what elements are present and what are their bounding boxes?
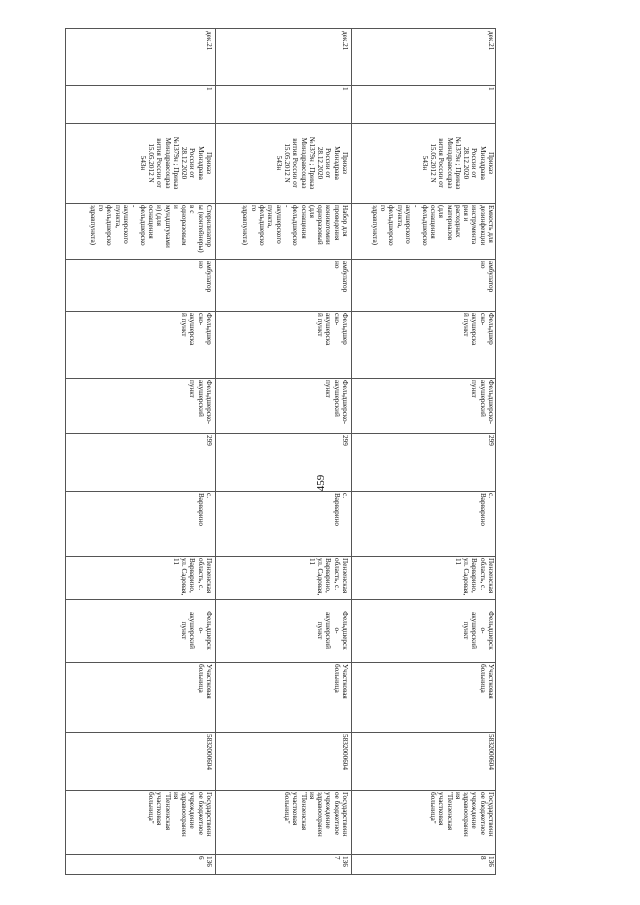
column-divider [66,433,495,434]
cell-index: 136 7 [332,856,349,867]
cell-subunit: Участковая больница [478,664,495,699]
column-divider [66,732,495,733]
cell-institution: Государственн ое бюджетное учреждение здравоохранен ия "Пензенская участковая больница" [146,792,213,837]
cell-index: 136 8 [478,856,495,867]
column-divider [66,378,495,379]
cell-address: Пензенская область, с. Варварино, ул. Садовая, 11 [453,558,495,596]
cell-code: 5832000604 [205,734,213,770]
cell-deadline: дек.21 [341,31,349,51]
column-divider [66,662,495,663]
cell-number: 299 [205,435,213,446]
column-divider [66,556,495,557]
cell-care-form: амбулатор но [332,261,349,293]
column-divider [66,599,495,600]
cell-institution: Государственн ое бюджетное учреждение здравоохранен ия "Пензенская участковая больница" [428,792,495,837]
cell-quantity: 1 [341,87,349,91]
cell-settlement: с. Варварино [478,493,495,526]
column-divider [66,123,495,124]
column-divider [66,85,495,86]
cell-index: 136 6 [196,856,213,867]
cell-code: 5832000604 [341,734,349,770]
cell-quantity: 1 [205,87,213,91]
document-table [65,28,496,875]
column-divider [66,790,495,791]
cell-branch: Фельдшерск о- акушерский пункт [316,611,349,650]
cell-deadline: дек.21 [205,31,213,51]
cell-deadline: дек.21 [487,31,495,51]
cell-branch: Фельдшерск о- акушерский пункт [180,611,213,650]
cell-regulation: Приказ Минздрава России от 28.12.2020 №1379н ; Приказ Минздравсоцраз вития России от 15.05.2012 N 543н [420,136,495,190]
cell-subunit: Участковая больница [332,664,349,699]
cell-code: 5832000604 [487,734,495,770]
cell-facility-type: Фельдшерско- акушерский пункт [324,380,349,425]
column-divider [66,311,495,312]
cell-regulation: Приказ Минздрава России от 28.12.2020 №1379н ; Приказ Минздравсоцраз вития России от 15.05.2012 N 543н [138,136,213,190]
cell-address: Пензенская область, с. Варварино, ул. Садовая, 11 [307,558,349,596]
cell-settlement: с. Варварино [196,493,213,526]
cell-facility-type: Фельдшерско- акушерский пункт [470,380,495,425]
page-number: 459 [315,474,327,492]
cell-branch: Фельдшерск о- акушерский пункт [462,611,495,650]
cell-care-form: амбулатор но [196,261,213,293]
cell-equipment: Емкость для дезинфекции инструмента рия и расходных материалов (для оснащения фельдшерско - акушерского пункта, фельдшерско го здравпункта) [370,205,495,246]
column-divider [66,259,495,260]
cell-number: 299 [487,435,495,446]
cell-quantity: 1 [487,87,495,91]
cell-equipment: Набор для проведения коникотомии одноразовый (для оснащения фельдшерско - акушерского пункта, фельдшерско го здравпункта) [241,205,349,246]
column-divider [66,854,495,855]
cell-institution: Государственн ое бюджетное учреждение здравоохранен ия "Пензенская участковая больница" [282,792,349,837]
cell-facility-type: Фельдшерско- акушерский пункт [188,380,213,425]
column-divider [66,203,495,204]
cell-settlement: с. Варварино [332,493,349,526]
cell-equipment: Стерилизатор ы (контейнеры) в с одноразовым и мундштуками и) (для оснащения фельдшерско - акушерского пункта, фельдшерско го здравпункта) [88,205,213,253]
cell-division: Фельдшер ско- акушерска й пункт [180,313,213,346]
cell-division: Фельдшер ско- акушерска й пункт [316,313,349,346]
cell-number: 299 [341,435,349,446]
cell-regulation: Приказ Минздрава России от 28.12.2020 №1379н ; Приказ Минздравсоцраз вития России от 15.05.2012 N 543н [274,136,349,190]
cell-address: Пензенская область, с. Варварино, ул. Садовая, 11 [171,558,213,596]
cell-division: Фельдшер ско- акушерска й пункт [462,313,495,346]
cell-subunit: Участковая больница [196,664,213,699]
row-divider [351,29,352,874]
cell-care-form: амбулатор но [478,261,495,293]
row-divider [215,29,216,874]
column-divider [66,491,495,492]
